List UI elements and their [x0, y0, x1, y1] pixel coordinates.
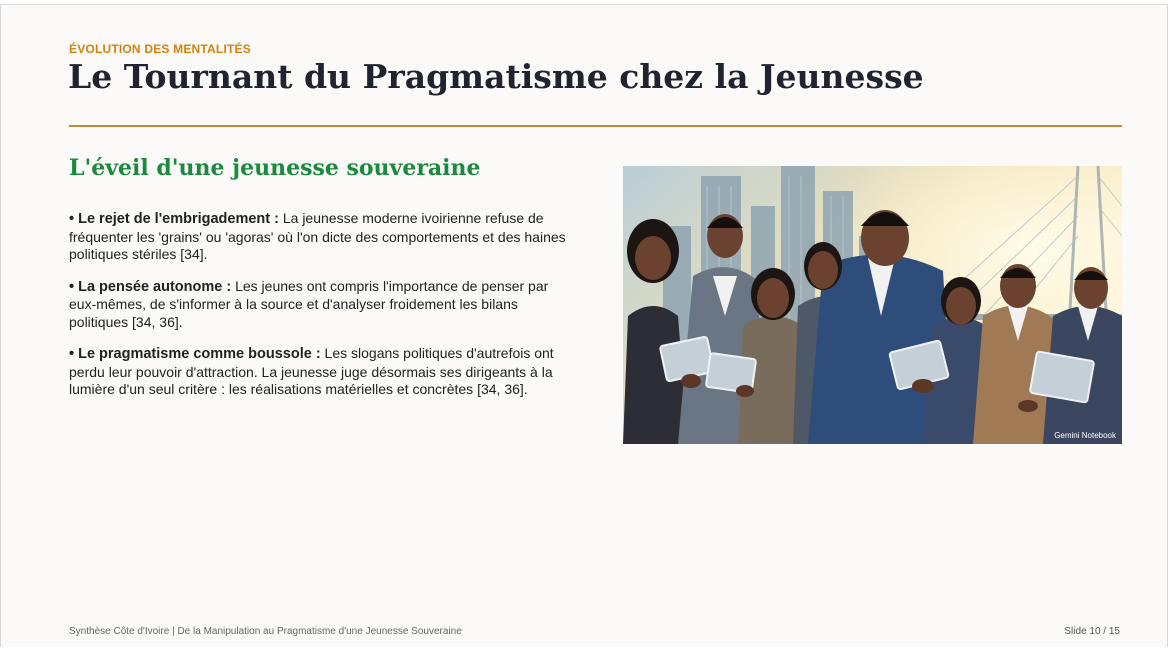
- illustration-young-professionals: [623, 166, 1122, 444]
- bullet-item: [69, 345, 574, 399]
- bullet-text: La jeunesse moderne ivoirienne refuse de fréquenter les 'grains' ou 'agoras' où l'on dicte des comportements et des haines politiques stériles [34].: [69, 210, 566, 262]
- bullet-lead: • Le pragmatisme comme boussole :: [69, 346, 321, 362]
- footer-caption: Synthèse Côte d'Ivoire | De la Manipulation au Pragmatisme d'une Jeunesse Souveraine: [69, 626, 462, 637]
- slide-number: Slide 10 / 15: [1064, 626, 1120, 637]
- section-kicker: ÉVOLUTION DES MENTALITÉS: [69, 42, 251, 56]
- content-subtitle: L'éveil d'une jeunesse souveraine: [69, 155, 481, 181]
- bullet-lead: • La pensée autonome :: [69, 278, 232, 295]
- bullet-item: [69, 278, 574, 332]
- slide-title: Le Tournant du Pragmatisme chez la Jeunesse: [68, 57, 924, 96]
- bullet-list: [69, 210, 574, 413]
- title-divider: [69, 125, 1122, 127]
- bullet-item: [69, 210, 574, 264]
- illustration-svg: [623, 166, 1122, 444]
- bullet-lead: • Le rejet de l'embrigadement :: [69, 211, 279, 227]
- bullet-text: Les jeunes ont compris l'importance de penser par eux-mêmes, de s'informer à la source et d'analyser froidement les bilans politiques [34, 36].: [69, 277, 549, 330]
- image-watermark: Gemini Notebook: [1054, 431, 1116, 440]
- bullet-text: Les slogans politiques d'autrefois ont perdu leur pouvoir d'attraction. La jeunesse juge désormais ses dirigeants à la lumière d'un seul critère : les réalisations matérielles et concrètes [34, 36].: [69, 345, 554, 397]
- slide: [0, 4, 1168, 647]
